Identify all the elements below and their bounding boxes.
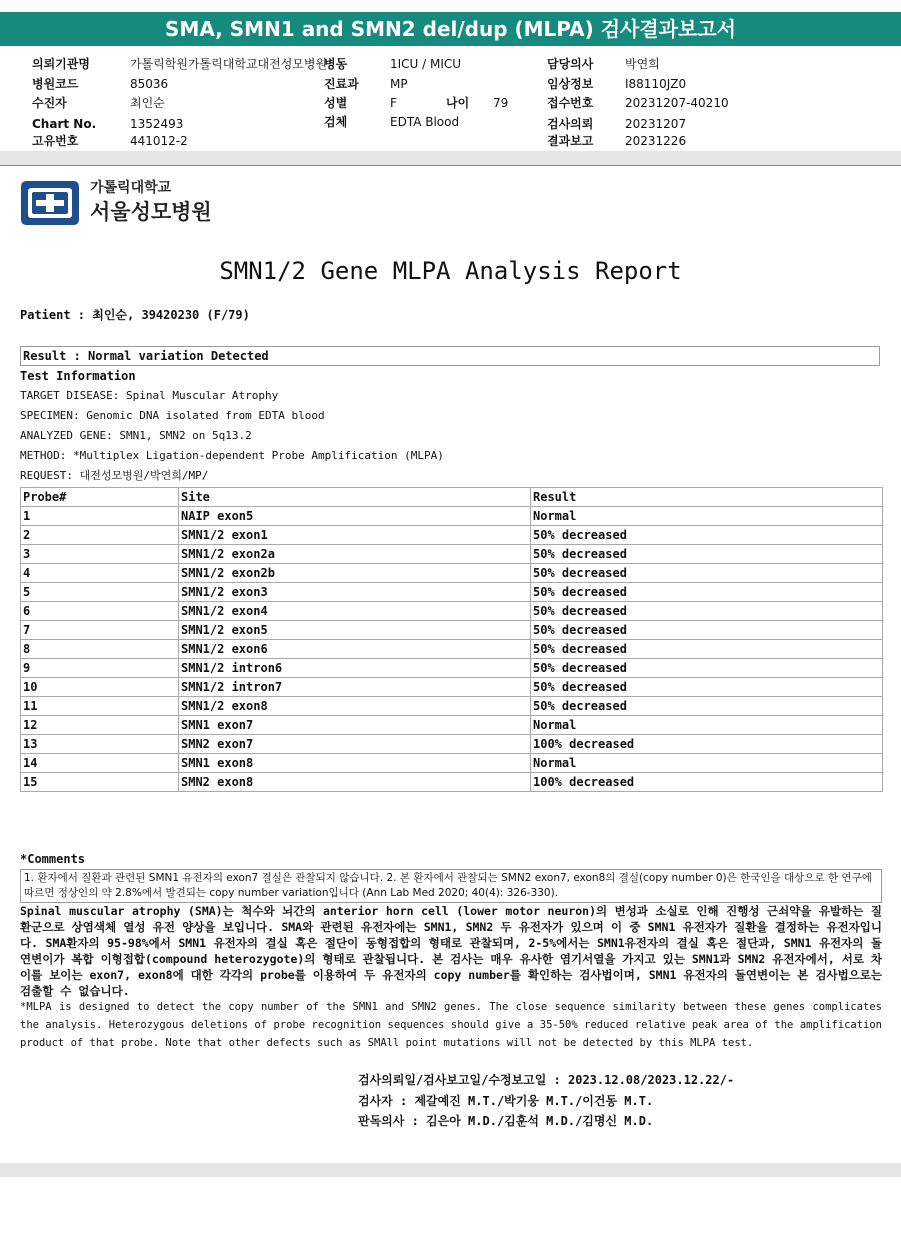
value-patient-name: 최인순 xyxy=(130,96,165,110)
label-report-date: 결과보고 xyxy=(547,134,594,148)
site-cell: SMN1/2 intron6 xyxy=(179,659,531,678)
patient-line: Patient : 최인순, 39420230 (F/79) xyxy=(20,308,250,322)
column-header-site: Site xyxy=(179,488,531,507)
table-row xyxy=(21,754,883,773)
label-physician: 담당의사 xyxy=(547,57,594,71)
column-header-probe: Probe# xyxy=(21,488,179,507)
result-cell: 50% decreased xyxy=(531,697,883,716)
label-ward: 병동 xyxy=(324,57,348,71)
probe-number-cell: 15 xyxy=(21,773,179,792)
value-report-date: 20231226 xyxy=(625,134,687,148)
result-cell: 50% decreased xyxy=(531,640,883,659)
table-row xyxy=(21,602,883,621)
value-ward: 1ICU / MICU xyxy=(390,57,462,71)
comment-mlpa-note: *MLPA is designed to detect the copy number of the SMN1 and SMN2 genes. The close sequence similarity between these genes complicates the analysis. Heterozygous deletions of probe recognition sequences should give a 35-50% reduced relative peak area of the amplification product of that probe. Note that other defects such as SMAll point mutations will not be detected by this MLPA test. xyxy=(20,1001,882,1049)
probe-number-cell: 3 xyxy=(21,545,179,564)
result-cell: Normal xyxy=(531,507,883,526)
table-header-row xyxy=(21,488,883,507)
result-cell: 50% decreased xyxy=(531,583,883,602)
table-row xyxy=(21,773,883,792)
footer-band xyxy=(0,1163,901,1177)
site-cell: SMN1/2 exon8 xyxy=(179,697,531,716)
table-row xyxy=(21,564,883,583)
table-row xyxy=(21,659,883,678)
probe-results-table xyxy=(20,487,883,792)
probe-number-cell: 14 xyxy=(21,754,179,773)
label-patient-name: 수진자 xyxy=(32,96,67,110)
info-specimen: SPECIMEN: Genomic DNA isolated from EDTA blood xyxy=(20,409,325,422)
value-clinical-info: I88110JZ0 xyxy=(625,77,687,91)
info-analyzed-gene: ANALYZED GENE: SMN1, SMN2 on 5q13.2 xyxy=(20,429,252,442)
value-unique-id: 441012-2 xyxy=(130,134,188,148)
result-cell: 50% decreased xyxy=(531,526,883,545)
probe-number-cell: 11 xyxy=(21,697,179,716)
table-row xyxy=(21,716,883,735)
site-cell: SMN1/2 exon2b xyxy=(179,564,531,583)
site-cell: SMN1/2 exon4 xyxy=(179,602,531,621)
table-row xyxy=(21,545,883,564)
table-row xyxy=(21,526,883,545)
result-cell: 50% decreased xyxy=(531,602,883,621)
value-request-date: 20231207 xyxy=(625,117,687,131)
table-row xyxy=(21,583,883,602)
result-cell: Normal xyxy=(531,716,883,735)
comment-box: 1. 환자에서 질환과 관련된 SMN1 유전자의 exon7 결실은 관찰되지 않습니다. 2. 본 환자에서 관찰되는 SMN2 exon7, exon8의 결실(copy number 0)은 한국인을 대상으로 한 연구에 따르면 정상인의 약 2.8%에서 발견되는 copy number variation입니다 (Ann Lab Med 2020; 40(4): 326-330). xyxy=(20,869,882,903)
result-cell: 100% decreased xyxy=(531,735,883,754)
table-row xyxy=(21,697,883,716)
logo-hospital-name: 서울성모병원 xyxy=(90,200,212,224)
test-info-heading: Test Information xyxy=(20,369,136,383)
info-request: REQUEST: 대전성모병원/박연희/MP/ xyxy=(20,469,209,482)
value-hospital-code: 85036 xyxy=(130,77,169,91)
site-cell: NAIP exon5 xyxy=(179,507,531,526)
probe-number-cell: 12 xyxy=(21,716,179,735)
value-specimen: EDTA Blood xyxy=(390,115,460,129)
probe-number-cell: 13 xyxy=(21,735,179,754)
logo-university-name: 가톨릭대학교 xyxy=(90,180,172,196)
site-cell: SMN1 exon8 xyxy=(179,754,531,773)
site-cell: SMN2 exon8 xyxy=(179,773,531,792)
site-cell: SMN1/2 exon6 xyxy=(179,640,531,659)
label-unique-id: 고유번호 xyxy=(32,134,79,148)
result-cell: 50% decreased xyxy=(531,564,883,583)
label-age: 나이 xyxy=(446,96,470,110)
label-department: 진료과 xyxy=(324,77,359,91)
table-row xyxy=(21,735,883,754)
result-cell: Normal xyxy=(531,754,883,773)
table-row xyxy=(21,507,883,526)
site-cell: SMN1 exon7 xyxy=(179,716,531,735)
header-divider-line xyxy=(0,165,901,166)
value-age: 79 xyxy=(493,96,509,110)
report-banner-title: SMA, SMN1 and SMN2 del/dup (MLPA) 검사결과보고서 xyxy=(0,12,901,46)
signature-physicians: 판독의사 : 김은아 M.D./김훈석 M.D./김명신 M.D. xyxy=(358,1114,654,1128)
site-cell: SMN1/2 exon5 xyxy=(179,621,531,640)
site-cell: SMN1/2 exon3 xyxy=(179,583,531,602)
label-sex: 성별 xyxy=(324,96,348,110)
result-cell: 50% decreased xyxy=(531,545,883,564)
label-specimen: 검체 xyxy=(324,115,348,129)
result-box: Result : Normal variation Detected xyxy=(20,346,880,366)
probe-number-cell: 9 xyxy=(21,659,179,678)
site-cell: SMN1/2 intron7 xyxy=(179,678,531,697)
report-title: SMN1/2 Gene MLPA Analysis Report xyxy=(219,257,682,285)
table-row xyxy=(21,640,883,659)
value-department: MP xyxy=(390,77,408,91)
header-divider-band xyxy=(0,151,901,165)
table-row xyxy=(21,621,883,640)
probe-number-cell: 10 xyxy=(21,678,179,697)
probe-number-cell: 2 xyxy=(21,526,179,545)
info-target-disease: TARGET DISEASE: Spinal Muscular Atrophy xyxy=(20,389,279,402)
table-row xyxy=(21,678,883,697)
site-cell: SMN2 exon7 xyxy=(179,735,531,754)
result-cell: 50% decreased xyxy=(531,659,883,678)
column-header-result: Result xyxy=(531,488,883,507)
value-sex: F xyxy=(390,96,397,110)
probe-number-cell: 4 xyxy=(21,564,179,583)
label-request-date: 검사의뢰 xyxy=(547,117,594,131)
result-cell: 100% decreased xyxy=(531,773,883,792)
probe-number-cell: 8 xyxy=(21,640,179,659)
probe-number-cell: 1 xyxy=(21,507,179,526)
label-clinical-info: 임상정보 xyxy=(547,77,594,91)
result-cell: 50% decreased xyxy=(531,621,883,640)
probe-number-cell: 6 xyxy=(21,602,179,621)
probe-number-cell: 5 xyxy=(21,583,179,602)
site-cell: SMN1/2 exon1 xyxy=(179,526,531,545)
signature-technicians: 검사자 : 제갈예진 M.T./박기웅 M.T./이건동 M.T. xyxy=(358,1094,654,1108)
signature-dates: 검사의뢰일/검사보고일/수정보고일 : 2023.12.08/2023.12.22/- xyxy=(358,1073,735,1087)
label-requesting-institution: 의뢰기관명 xyxy=(32,57,90,71)
value-receipt-no: 20231207-40210 xyxy=(625,96,729,110)
hospital-logo-seal xyxy=(20,180,80,226)
comment-sma-description: Spinal muscular atrophy (SMA)는 척수와 뇌간의 anterior horn cell (lower motor neuron)의 변성과 소실로 인해 진행성 근쇠약을 유발하는 질환군으로 상염색체 열성 유전 양상을 보입니다. SMA와 관련된 유전자에는 SMN1, SMN2 두 유전자가 있으며 이 중 SMN1 유전자가 질환을 결정하는 유전자입니다. SMA환자의 95-98%에서 SMN1 유전자의 결실 혹은 절단이 동형접합의 형태로 관찰되며, 2-5%에서는 SMN1유전자의 결실 혹은 절단과, SMN1 유전자의 돌연변이가 복합 이형접합(compound heterozygote)의 형태로 관찰됩니다. 본 검사는 매우 유사한 염기서열을 가지고 있는 SMN1과 SMN2 유전자에서, 서로 차이를 보이는 exon7, exon8에 대한 각각의 probe를 이용하여 두 유전자의 copy number를 확인하는 검사법이며, SMN1 유전자의 돌연변이는 본 검사법으로는 검출할 수 없습니다. xyxy=(20,904,882,998)
info-method: METHOD: *Multiplex Ligation-dependent Probe Amplification (MLPA) xyxy=(20,449,444,462)
comments-heading: *Comments xyxy=(20,852,86,866)
label-hospital-code: 병원코드 xyxy=(32,77,79,91)
label-chart-no: Chart No. xyxy=(32,117,97,131)
label-receipt-no: 접수번호 xyxy=(547,96,594,110)
value-requesting-institution: 가톨릭학원가톨릭대학교대전성모병원 xyxy=(130,57,328,71)
probe-number-cell: 7 xyxy=(21,621,179,640)
value-physician: 박연희 xyxy=(625,57,660,71)
site-cell: SMN1/2 exon2a xyxy=(179,545,531,564)
result-cell: 50% decreased xyxy=(531,678,883,697)
value-chart-no: 1352493 xyxy=(130,117,184,131)
